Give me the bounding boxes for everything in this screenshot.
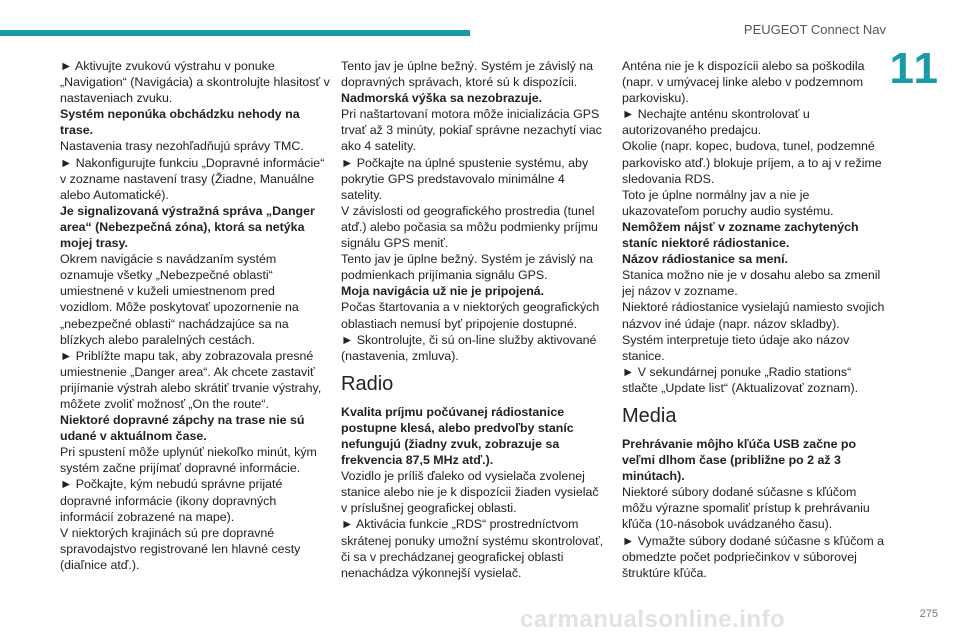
body-paragraph: ► Skontrolujte, či sú on-line služby aktivované (nastavenia, zmluva). (341, 332, 597, 363)
watermark: carmanualsonline.info (520, 606, 786, 633)
body-paragraph: ► Aktivujte zvukovú výstrahu v ponuke „Navigation“ (Navigácia) a skontrolujte hlasitosť v nastaveniach zvuku. (60, 59, 330, 106)
problem-statement: Niektoré dopravné zápchy na trase nie sú udané v aktuálnom čase. (60, 413, 305, 444)
body-paragraph: Vozidlo je príliš ďaleko od vysielača zvolenej stanice alebo nie je k dispozícii žiaden vysielač v príslušnej geografickej oblasti. (341, 469, 599, 516)
problem-statement: Je signalizovaná výstražná správa „Danger area“ (Nebezpečná zóna), ktorá sa netýka mojej trasy. (60, 203, 315, 251)
body-paragraph: ► Počkajte na úplné spustenie systému, aby pokrytie GPS predstavovalo minimálne 4 satelity. (341, 155, 589, 202)
body-paragraph: Pri spustení môže uplynúť niekoľko minút, kým systém začne prijímať dopravné informácie. (60, 445, 317, 476)
body-paragraph: Niektoré rádiostanice vysielajú namiesto svojich názvov iné údaje (napr. názov skladby). (622, 300, 885, 331)
chapter-number: 11 (889, 44, 940, 93)
body-paragraph: ► Vymažte súbory dodané súčasne s kľúčom a obmedzte počet podpriečinkov v súborovej štruktúre kľúča. (622, 533, 884, 580)
body-paragraph: ► Počkajte, kým nebudú správne prijaté dopravné informácie (ikony dopravných informácií zobrazené na mape). (60, 477, 283, 524)
text-column-3 (622, 58, 887, 581)
header-accent-bar (0, 30, 470, 36)
section-heading: Media (622, 404, 677, 427)
body-paragraph: Okrem navigácie s navádzaním systém oznamuje všetky „Nebezpečné oblasti“ umiestnené v kuželi umiestnenom pred vozidlom. Môže poskytovať upozornenie na „nebezpečné oblasti“ nachádzajúce sa na blízkych alebo paralelných cestách. (60, 252, 299, 347)
body-paragraph: Toto je úplne normálny jav a nie je ukazovateľom poruchy audio systému. (622, 187, 834, 218)
page-number: 275 (919, 608, 938, 620)
body-paragraph: Počas štartovania a v niektorých geografických oblastiach nemusí byť pripojenie dostupné. (341, 300, 600, 331)
body-paragraph: ► Nechajte anténu skontrolovať u autorizovaného predajcu. (622, 107, 810, 138)
problem-statement: Nemôžem nájsť v zozname zachytených staníc niektoré rádiostanice. (622, 219, 859, 251)
body-paragraph: ► Aktivácia funkcie „RDS“ prostredníctvom skrátenej ponuky umožní systému skontrolovať, či sa v prechádzanej geografickej oblasti nenachádza výkonnejší vysielač. (341, 517, 604, 580)
text-column-2 (341, 58, 606, 581)
body-paragraph: ► V sekundárnej ponuke „Radio stations“ stlačte „Update list“ (Aktualizovať zoznam). (622, 364, 859, 395)
problem-statement: Moja navigácia už nie je pripojená. (341, 284, 545, 299)
header-title: PEUGEOT Connect Nav (743, 22, 886, 37)
body-paragraph: ► Priblížte mapu tak, aby zobrazovala presné umiestnenie „Danger area“. Ak chcete zastaviť prijímanie výstrah alebo skrátiť trvanie výstrahy, môžete zvoliť možnosť „On the route“. (60, 348, 322, 411)
body-paragraph: Anténa nie je k dispozícii alebo sa poškodila (napr. v umývacej linke alebo v podzemnom parkovisku). (622, 59, 865, 106)
body-paragraph: Okolie (napr. kopec, budova, tunel, podzemné parkovisko atď.) blokuje príjem, a to aj v režime sledovania RDS. (622, 139, 882, 186)
body-paragraph: V závislosti od geografického prostredia (tunel atď.) alebo počasia sa môžu podmienky príjmu signálu GPS meniť. (341, 203, 598, 251)
body-paragraph: Tento jav je úplne bežný. Systém je závislý na dopravných správach, ktoré sú k dispozícii. (341, 59, 594, 90)
problem-statement: Názov rádiostanice sa mení. (622, 252, 788, 267)
body-paragraph: Nastavenia trasy nezohľadňujú správy TMC. (60, 139, 304, 154)
problem-statement: Systém neponúka obchádzku nehody na trase. (60, 107, 300, 138)
body-paragraph: ► Nakonfigurujte funkciu „Dopravné informácie“ v zozname nastavení trasy (Žiadne, Manuálne alebo Automatické). (60, 155, 325, 202)
body-paragraph: Niektoré súbory dodané súčasne s kľúčom môžu výrazne spomaliť prístup k prehrávaniu kľúča (10-násobok uvádzaného času). (622, 485, 870, 532)
problem-statement: Nadmorská výška sa nezobrazuje. (341, 91, 543, 106)
body-paragraph: Tento jav je úplne bežný. Systém je závislý na podmienkach prijímania signálu GPS. (341, 252, 594, 283)
text-column-1 (60, 58, 330, 573)
body-paragraph: V niektorých krajinách sú pre dopravné spravodajstvo registrované len hlavné cesty (diaľnice atď.). (60, 525, 301, 572)
problem-statement: Kvalita príjmu počúvanej rádiostanice postupne klesá, alebo predvoľby staníc nefungujú (žiadny zvuk, zobrazuje sa frekvencia 87,5 MHz atď.). (341, 404, 574, 468)
body-paragraph: Pri naštartovaní motora môže inicializácia GPS trvať až 3 minúty, pokiaľ správne nezachytí viac ako 4 satelity. (341, 107, 602, 154)
section-heading: Radio (341, 372, 394, 395)
body-paragraph: Systém interpretuje tieto údaje ako názov stanice. (622, 332, 850, 363)
problem-statement: Prehrávanie môjho kľúča USB začne po veľmi dlhom čase (približne po 2 až 3 minútach). (622, 436, 857, 484)
body-paragraph: Stanica možno nie je v dosahu alebo sa zmenil jej názov v zozname. (622, 268, 881, 299)
